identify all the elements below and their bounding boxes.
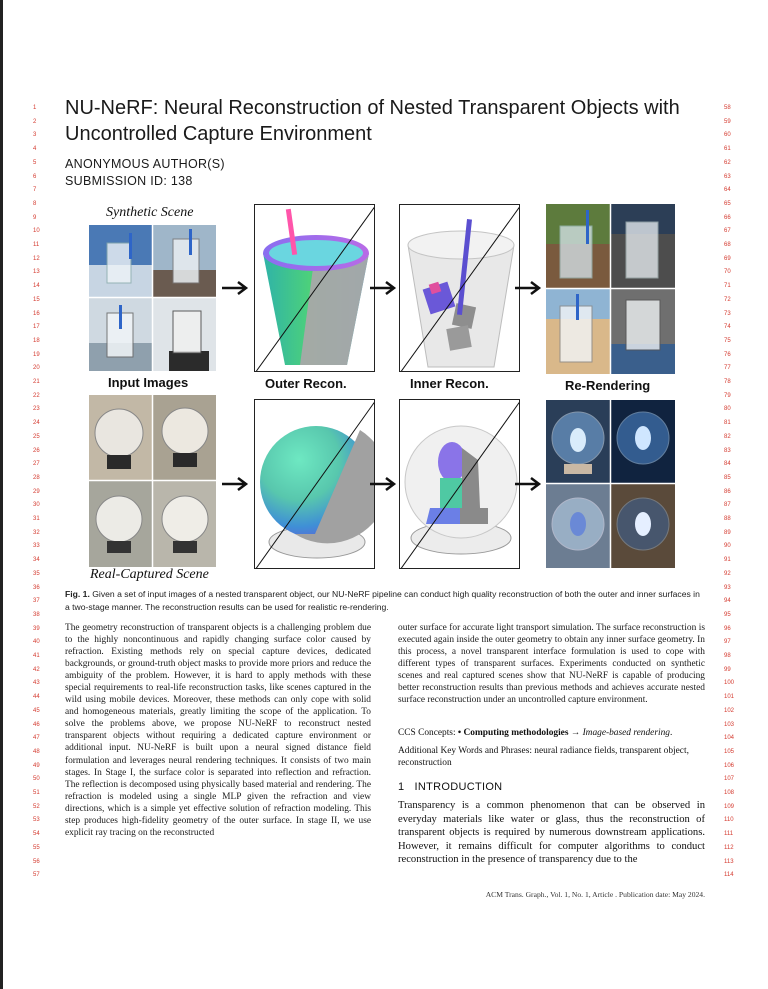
line-number: 84 — [724, 461, 731, 468]
outer-cup-normal-map — [255, 205, 375, 372]
line-number: 90 — [724, 543, 731, 550]
abstract-left-column: The geometry reconstruction of transparent objects is a challenging problem due to the highly noncontinuous and rapidly changing surface color caused by refraction. Existing methods rely on special capture devices, dedicated backgrounds, or ground-truth object masks to provide more priors and reduce the ambiguity of the problem. However, it is hard to apply methods with these special requirements to real-life reconstruction tasks, like scenes captured in the wild using mobile devices. Moreover, these methods can only cope with solid and homogeneous materials, greatly limiting the scope of the application. To solve the problems above, we propose NU-NeRF to reconstruct nested transparent objects without requiring a dedicated capture environment or additional input. NU-NeRF is built upon a neural signed distance field formulation and leverages neural rendering techniques. It consists of two main stages. In Stage I, the surface color is separated into reflection and refraction. The reflection is decomposed using physically based material and rendering. The refraction is modeled using a single MLP given the refraction and view directions, which is a simple yet effective solution of refraction modeling. This step produces high-fidelity geometry of the outer surface. In stage II, we use explicit ray tracing on the reconstructed — [65, 623, 371, 838]
line-number: 69 — [724, 255, 731, 262]
real-rerender-images — [546, 400, 675, 568]
line-number: 8 — [33, 200, 37, 207]
line-number: 16 — [33, 310, 40, 317]
rerender-real — [546, 400, 675, 568]
line-number: 31 — [33, 516, 40, 522]
line-number: 60 — [724, 132, 731, 139]
line-number: 95 — [724, 611, 731, 618]
line-number: 82 — [724, 433, 731, 440]
line-number: 75 — [724, 337, 731, 344]
line-number: 44 — [33, 694, 40, 701]
submission-id: SUBMISSION ID: 138 — [65, 174, 193, 188]
line-number: 19 — [33, 351, 40, 358]
line-number: 93 — [724, 584, 731, 591]
line-number: 5 — [33, 159, 37, 166]
title-line-1: NU-NeRF: Neural Reconstruction of Nested Transparent Objects with — [65, 97, 680, 119]
line-number: 99 — [724, 666, 731, 673]
line-number: 54 — [33, 831, 40, 838]
rerender-synthetic — [546, 204, 675, 374]
line-number: 15 — [33, 296, 40, 303]
line-number: 45 — [33, 707, 40, 714]
line-number: 94 — [724, 598, 731, 605]
line-number: 40 — [33, 639, 40, 646]
line-number: 53 — [33, 817, 40, 824]
line-number: 3 — [33, 132, 37, 139]
line-number: 101 — [724, 694, 735, 701]
line-number: 61 — [724, 146, 731, 153]
line-number: 78 — [724, 379, 731, 385]
title-line-2: Uncontrolled Capture Environment — [65, 123, 372, 145]
inner-recon-real — [399, 399, 520, 569]
line-number: 80 — [724, 406, 731, 413]
line-number: 104 — [724, 735, 735, 742]
inner-objects-mesh — [400, 205, 520, 372]
line-number: 49 — [33, 762, 40, 769]
line-number: 83 — [724, 447, 731, 454]
inner-bust-mesh — [400, 400, 520, 569]
ccs-italic: Image-based rendering — [582, 728, 670, 738]
authors-block — [65, 156, 225, 190]
line-number: 110 — [724, 817, 734, 824]
inner-recon-synthetic — [399, 204, 520, 372]
line-number: 36 — [33, 584, 40, 591]
arrow-right-icon — [370, 476, 398, 492]
line-number: 13 — [33, 269, 40, 276]
line-number: 47 — [33, 735, 40, 742]
line-number: 52 — [33, 803, 40, 810]
line-number: 98 — [724, 653, 731, 659]
line-number: 35 — [33, 570, 40, 577]
arrow-right-icon — [515, 476, 543, 492]
line-number: 2 — [33, 118, 37, 125]
line-number: 43 — [33, 680, 40, 687]
synthetic-rerender-images — [546, 204, 675, 374]
line-number: 63 — [724, 173, 731, 180]
line-number: 96 — [724, 625, 731, 632]
line-number: 86 — [724, 488, 731, 495]
line-number: 37 — [33, 598, 40, 605]
caption-text: Given a set of input images of a nested transparent object, our NU-NeRF pipeline can conduct high quality reconstruction of both the outer and inner surfaces in a two-stage manner. The reconstruction results can be used for realistic re-rendering. — [65, 589, 700, 612]
ccs-end: . — [669, 728, 673, 738]
ccs-arrow: → — [568, 728, 583, 738]
line-number: 111 — [724, 831, 734, 838]
caption-prefix: Fig. 1. — [65, 589, 90, 599]
line-number: 62 — [724, 159, 731, 166]
line-number: 17 — [33, 324, 40, 331]
line-number: 70 — [724, 269, 731, 276]
line-number: 55 — [33, 844, 40, 851]
outer-sphere-normal-map — [255, 400, 375, 569]
line-number: 77 — [724, 365, 731, 372]
line-number: 57 — [33, 872, 40, 879]
line-number: 102 — [724, 707, 735, 714]
section-title: INTRODUCTION — [414, 781, 503, 793]
label-re-rendering: Re-Rendering — [565, 378, 651, 393]
label-outer-recon: Outer Recon. — [265, 376, 347, 391]
line-number: 103 — [724, 721, 735, 728]
line-number: 6 — [33, 173, 37, 180]
line-number: 107 — [724, 776, 735, 783]
outer-recon-real — [254, 399, 375, 569]
label-input-images: Input Images — [108, 375, 189, 390]
line-number: 27 — [33, 461, 40, 468]
line-number: 24 — [33, 420, 40, 427]
page-footer: ACM Trans. Graph., Vol. 1, No. 1, Article . Publication date: May 2024. — [485, 890, 705, 899]
line-number: 89 — [724, 529, 731, 536]
line-number: 71 — [724, 283, 731, 290]
section-number: 1 — [398, 781, 405, 793]
ccs-concepts — [398, 727, 708, 739]
line-number: 50 — [33, 776, 40, 783]
line-number: 64 — [724, 187, 731, 194]
line-number: 85 — [724, 474, 731, 481]
line-number: 108 — [724, 790, 735, 796]
line-number: 18 — [33, 337, 40, 344]
line-number: 34 — [33, 557, 40, 564]
section-heading — [398, 781, 502, 793]
line-number: 1 — [33, 105, 37, 111]
line-number: 48 — [33, 748, 40, 755]
label-synthetic-scene: Synthetic Scene — [106, 205, 194, 220]
figure-caption — [65, 588, 705, 613]
arrow-right-icon — [222, 476, 250, 492]
line-number: 39 — [33, 625, 40, 632]
line-number: 72 — [724, 296, 731, 303]
line-number: 12 — [33, 255, 40, 262]
line-number: 65 — [724, 200, 731, 207]
line-number: 30 — [33, 502, 40, 509]
page-left-border — [0, 0, 3, 989]
line-number: 81 — [724, 420, 731, 427]
line-number: 113 — [724, 858, 734, 865]
keywords: Additional Key Words and Phrases: neural radiance fields, transparent object, reconstruction — [398, 746, 689, 768]
line-number: 20 — [33, 365, 40, 372]
real-input-images — [89, 395, 216, 567]
line-number: 28 — [33, 474, 40, 481]
line-number: 59 — [724, 118, 731, 125]
line-number: 46 — [33, 721, 40, 728]
line-number: 41 — [33, 653, 40, 659]
line-number: 51 — [33, 790, 40, 796]
line-number: 7 — [33, 187, 37, 194]
label-real-scene: Real-Captured Scene — [90, 567, 209, 582]
line-number: 88 — [724, 516, 731, 522]
line-number: 76 — [724, 351, 731, 358]
synthetic-input-images — [89, 225, 216, 371]
line-number: 38 — [33, 611, 40, 618]
paper-title — [65, 95, 715, 147]
line-number: 100 — [724, 680, 735, 687]
line-number: 32 — [33, 529, 40, 536]
outer-recon-synthetic — [254, 204, 375, 372]
line-number: 25 — [33, 433, 40, 440]
line-number: 105 — [724, 748, 735, 755]
line-number: 9 — [33, 214, 37, 221]
line-number: 97 — [724, 639, 731, 646]
ccs-bold: • Computing methodologies — [457, 728, 569, 738]
line-number: 11 — [33, 242, 40, 248]
abstract-right-column: outer surface for accurate light transport simulation. The surface reconstruction is executed again inside the outer geometry to obtain any inner surface geometry. In this process, a novel transparent interface formulation is used to cope with different types of transparent surfaces. Experiments conducted on synthetic scenes and real captured scenes show that NU-NeRF is capable of producing better reconstruction results than previous methods and achieves accurate nested surface reconstruction under an uncontrolled capture environment. — [398, 623, 705, 706]
line-number: 56 — [33, 858, 40, 865]
arrow-right-icon — [370, 280, 398, 296]
ccs-prefix: CCS Concepts: — [398, 728, 458, 738]
line-number: 66 — [724, 214, 731, 221]
line-number: 10 — [33, 228, 40, 235]
line-number: 22 — [33, 392, 40, 399]
line-number: 67 — [724, 228, 731, 235]
line-number: 92 — [724, 570, 731, 577]
line-number: 42 — [33, 666, 40, 673]
line-number: 79 — [724, 392, 731, 399]
line-number: 4 — [33, 146, 37, 153]
line-number: 23 — [33, 406, 40, 413]
real-input-grid — [89, 395, 216, 567]
line-number: 114 — [724, 872, 734, 879]
line-number: 109 — [724, 803, 735, 810]
line-number: 74 — [724, 324, 731, 331]
line-number: 58 — [724, 105, 731, 111]
authors: ANONYMOUS AUTHOR(S) — [65, 157, 225, 171]
line-number: 21 — [33, 379, 40, 385]
line-number: 68 — [724, 242, 731, 248]
synthetic-input-grid — [89, 225, 216, 371]
intro-paragraph: Transparency is a common phenomenon that can be observed in everyday materials like water or glass, thus the reconstruction of transparent objects is required by numerous downstream applications. However, it remains difficult for computer algorithms to conduct reconstruction in the presence of transparency due to the — [398, 800, 705, 865]
label-inner-recon: Inner Recon. — [410, 376, 489, 391]
line-number: 106 — [724, 762, 735, 769]
arrow-right-icon — [515, 280, 543, 296]
line-number: 29 — [33, 488, 40, 495]
arrow-right-icon — [222, 280, 250, 296]
line-number: 91 — [724, 557, 731, 564]
line-number: 14 — [33, 283, 40, 290]
line-number: 26 — [33, 447, 40, 454]
line-number: 33 — [33, 543, 40, 550]
line-number: 112 — [724, 844, 734, 851]
line-number: 87 — [724, 502, 731, 509]
line-number: 73 — [724, 310, 731, 317]
